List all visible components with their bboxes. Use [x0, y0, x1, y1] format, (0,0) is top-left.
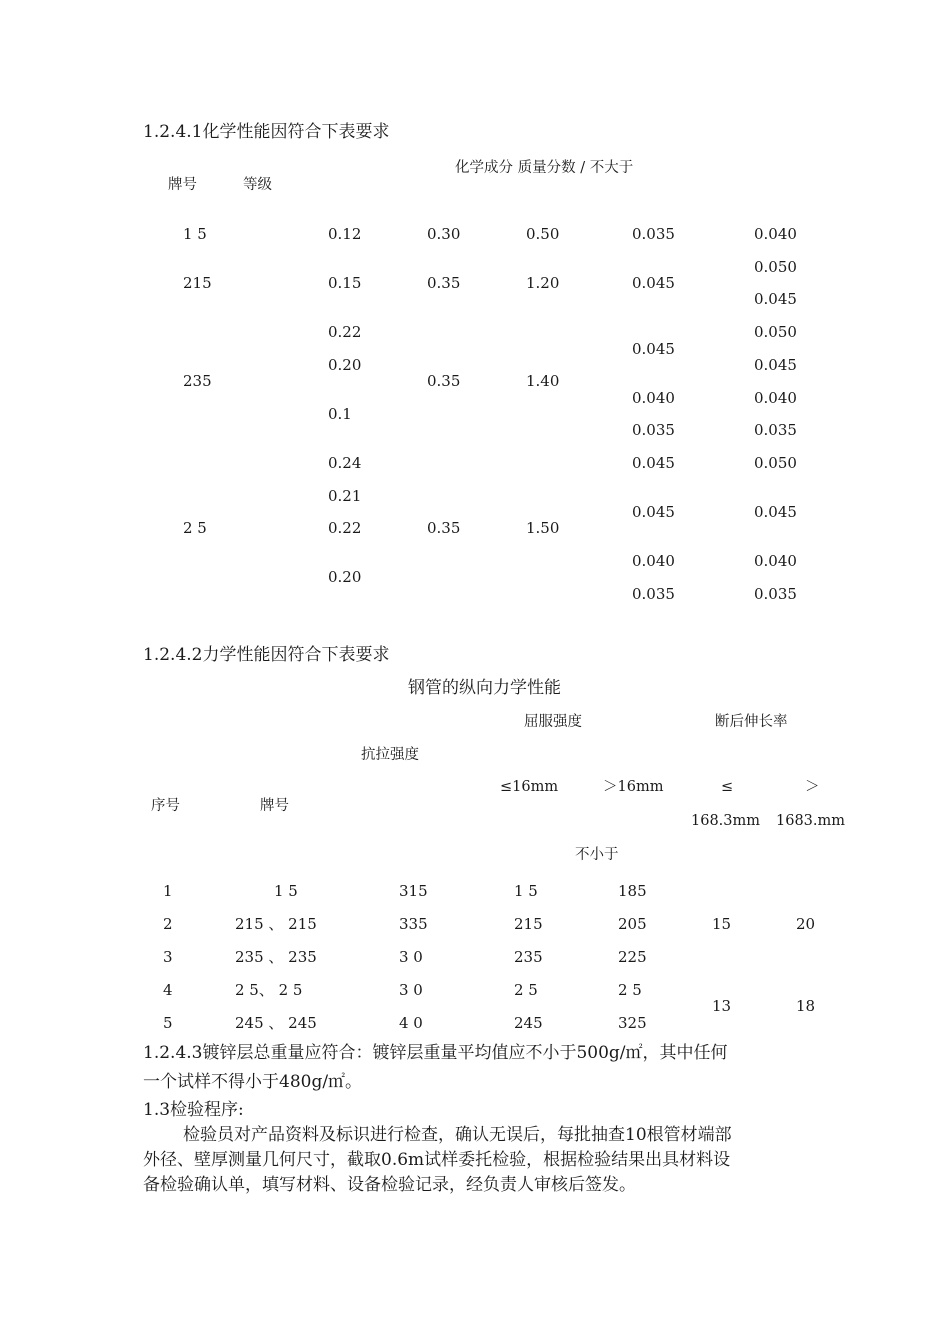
chem-p: 0.035	[632, 585, 675, 603]
header-elongation: 断后伸长率	[715, 714, 788, 730]
mech-grade: 235 、 235	[235, 948, 317, 966]
chem-p: 0.045	[632, 503, 675, 521]
mech-yield-gt16: 2 5	[618, 981, 642, 999]
chem-s: 0.040	[754, 225, 797, 243]
mech-elong-le: 15	[712, 915, 732, 933]
chem-p: 0.045	[632, 340, 675, 358]
mech-elong-gt: 18	[796, 997, 816, 1015]
chem-p: 0.035	[632, 421, 675, 439]
header-yield-strength: 屈服强度	[524, 714, 582, 730]
mech-tensile: 4 0	[399, 1014, 423, 1032]
chem-s: 0.040	[754, 552, 797, 570]
inspection-paragraph-line-2: 外径、壁厚测量几何尺寸，截取0.6m试样委托检验，根据检验结果出具材料设	[143, 1150, 731, 1170]
chem-si: 0.35	[427, 372, 461, 390]
mech-tensile: 315	[399, 882, 428, 900]
mech-yield-le16: 215	[514, 915, 543, 933]
mech-elong-gt: 20	[796, 915, 816, 933]
mech-yield-gt16: 185	[618, 882, 647, 900]
chem-grade: 215	[183, 274, 212, 292]
header-le-value: 168.3mm	[691, 813, 761, 829]
chem-c: 0.1	[328, 405, 352, 423]
chem-s: 0.035	[754, 421, 797, 439]
mech-tensile: 335	[399, 915, 428, 933]
chem-c: 0.20	[328, 356, 362, 374]
mech-tensile: 3 0	[399, 948, 423, 966]
chem-p: 0.040	[632, 552, 675, 570]
section-heading-mechanical: 1.2.4.2力学性能因符合下表要求	[143, 645, 390, 665]
chem-c: 0.12	[328, 225, 362, 243]
mech-grade: 2 5、 2 5	[235, 981, 303, 999]
chem-p: 0.040	[632, 389, 675, 407]
mech-grade: 215 、 215	[235, 915, 317, 933]
header-le: ≤	[721, 779, 734, 795]
chem-si: 0.35	[427, 519, 461, 537]
header-gt: ＞	[805, 779, 820, 795]
chem-grade: 1 5	[183, 225, 207, 243]
chem-si: 0.30	[427, 225, 461, 243]
chem-s: 0.045	[754, 356, 797, 374]
chem-s: 0.050	[754, 323, 797, 341]
chem-si: 0.35	[427, 274, 461, 292]
chem-s: 0.045	[754, 503, 797, 521]
chem-s: 0.045	[754, 290, 797, 308]
chem-s: 0.035	[754, 585, 797, 603]
mech-yield-gt16: 205	[618, 915, 647, 933]
chem-mn: 1.50	[526, 519, 560, 537]
mech-serial: 1	[163, 882, 173, 900]
mech-tensile: 3 0	[399, 981, 423, 999]
header-not-less-than: 不小于	[575, 847, 619, 863]
chem-mn: 0.50	[526, 225, 560, 243]
chem-grade: 235	[183, 372, 212, 390]
chem-c: 0.24	[328, 454, 362, 472]
header-serial: 序号	[151, 798, 180, 814]
header-grade: 牌号	[168, 177, 197, 193]
chem-p: 0.035	[632, 225, 675, 243]
mech-serial: 2	[163, 915, 173, 933]
table-title: 钢管的纵向力学性能	[408, 678, 561, 698]
mech-grade: 245 、 245	[235, 1014, 317, 1032]
chem-mn: 1.40	[526, 372, 560, 390]
header-chemical-composition: 化学成分 质量分数 / 不大于	[455, 160, 634, 176]
inspection-paragraph-line-1: 检验员对产品资料及标识进行检查，确认无误后，每批抽查10根管材端部	[183, 1125, 732, 1145]
mech-serial: 3	[163, 948, 173, 966]
chem-s: 0.050	[754, 258, 797, 276]
mech-yield-gt16: 225	[618, 948, 647, 966]
header-tensile-strength: 抗拉强度	[361, 747, 419, 763]
header-level: 等级	[243, 177, 272, 193]
chem-c: 0.15	[328, 274, 362, 292]
inspection-paragraph-line-3: 备检验确认单，填写材料、设备检验记录，经负责人审核后签发。	[143, 1175, 636, 1195]
chem-c: 0.22	[328, 323, 362, 341]
chem-c: 0.22	[328, 519, 362, 537]
mech-yield-le16: 1 5	[514, 882, 538, 900]
mech-elong-le: 13	[712, 997, 732, 1015]
chem-p: 0.045	[632, 454, 675, 472]
chem-c: 0.21	[328, 487, 362, 505]
header-grade: 牌号	[260, 798, 289, 814]
zinc-requirement-line-1: 1.2.4.3镀锌层总重量应符合：镀锌层重量平均值应不小于500g/㎡，其中任何	[143, 1043, 728, 1063]
mech-serial: 4	[163, 981, 173, 999]
section-heading-chemical: 1.2.4.1化学性能因符合下表要求	[143, 122, 390, 142]
chem-p: 0.045	[632, 274, 675, 292]
mech-yield-gt16: 325	[618, 1014, 647, 1032]
chem-c: 0.20	[328, 568, 362, 586]
mech-grade: 1 5	[274, 882, 298, 900]
zinc-requirement-line-2: 一个试样不得小于480g/㎡。	[143, 1072, 363, 1092]
header-le16: ≤16mm	[500, 779, 559, 795]
chem-s: 0.040	[754, 389, 797, 407]
mech-serial: 5	[163, 1014, 173, 1032]
chem-s: 0.050	[754, 454, 797, 472]
chem-grade: 2 5	[183, 519, 207, 537]
header-gt-value: 1683.mm	[776, 813, 846, 829]
header-gt16: ＞16mm	[603, 779, 664, 795]
chem-mn: 1.20	[526, 274, 560, 292]
mech-yield-le16: 2 5	[514, 981, 538, 999]
section-heading-inspection: 1.3检验程序:	[143, 1100, 244, 1120]
mech-yield-le16: 235	[514, 948, 543, 966]
mech-yield-le16: 245	[514, 1014, 543, 1032]
